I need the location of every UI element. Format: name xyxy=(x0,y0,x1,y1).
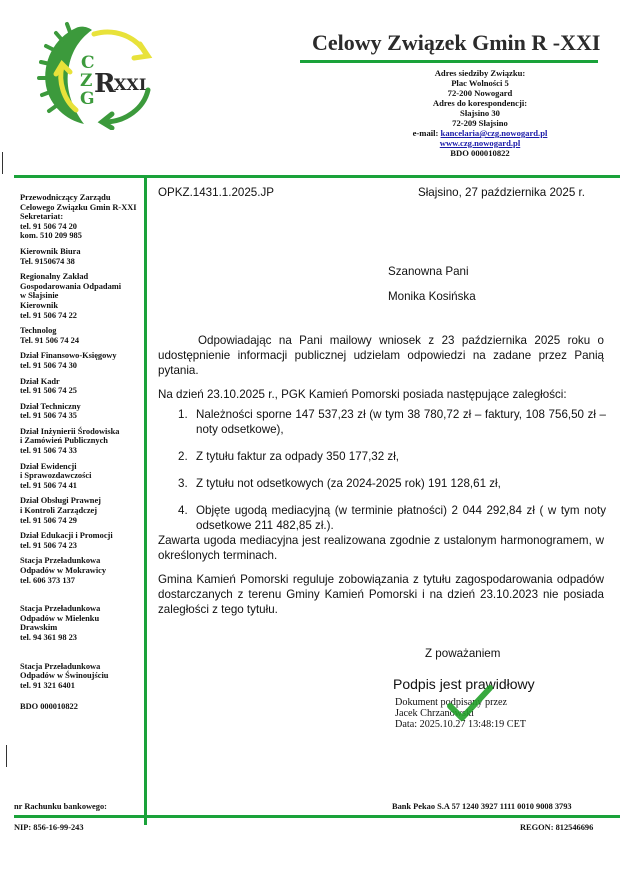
logo-letter-g: G xyxy=(80,89,95,109)
contact-line: tel. 91 321 6401 xyxy=(20,680,75,690)
contact-line: tel. 91 506 74 30 xyxy=(20,360,77,370)
contact-block xyxy=(20,351,142,370)
contact-block xyxy=(20,326,142,345)
email-label: e-mail: xyxy=(412,128,439,138)
paragraph-intro: Odpowiadając na Pani mailowy wniosek z 23 października 2025 roku o udostępnienie informacji publicznej udzielam odpowiedzi na zadane przez Panią pytania. xyxy=(158,334,604,377)
list-item-number: 4. xyxy=(178,504,188,517)
contact-line: Dział Ewidencji xyxy=(20,461,77,471)
paragraph-municipality: Gmina Kamień Pomorski reguluje zobowiązania z tytułu zagospodarowania odpadów dostarczanych z terenu Gminy Kamień Pomorski i na dzień 23.10.2023 nie posiada zaległości z tego tytułu. xyxy=(158,573,604,616)
contact-block xyxy=(20,377,142,396)
logo-suffix: XXI xyxy=(114,75,147,94)
contact-line: Dział Edukacji i Promocji xyxy=(20,531,113,541)
contact-line: Odpadów w Mielenku xyxy=(20,613,100,623)
contact-line: Stacja Przeładunkowa xyxy=(20,556,101,566)
list-item-number: 3. xyxy=(178,477,188,490)
contact-block xyxy=(20,604,142,642)
contact-line: kom. 510 209 985 xyxy=(20,231,82,241)
logo xyxy=(36,20,166,130)
sidebar-bdo: BDO 000010822 xyxy=(20,702,78,712)
contact-block xyxy=(20,193,142,241)
contact-line: Kierownik xyxy=(20,300,59,310)
list-item xyxy=(178,407,606,437)
logo-graphic xyxy=(36,20,166,130)
list-item-text: Z tytułu faktur za odpady 350 177,32 zł, xyxy=(196,450,400,463)
bank-account-number: Bank Pekao S.A 57 1240 3927 1111 0010 9008 3793 xyxy=(392,802,572,811)
contact-line: Sekretariat: xyxy=(20,212,64,222)
contact-block xyxy=(20,531,142,550)
list-item-text: Objęte ugodą mediacyjną (w terminie płatności) 2 044 292,84 zł ( w tym noty odsetkowe 211 482,85 zł.). xyxy=(196,504,606,532)
contact-line: i Kontroli Zarządczej xyxy=(20,506,98,516)
contact-line: tel. 91 506 74 29 xyxy=(20,515,77,525)
list-item-text: Z tytułu not odsetkowych (za 2024-2025 rok) 191 128,61 zł, xyxy=(196,477,501,490)
contact-line: tel. 606 373 137 xyxy=(20,575,75,585)
contact-block xyxy=(20,427,142,456)
contact-line: Dział Techniczny xyxy=(20,401,81,411)
signature-signer: Jacek Chrzanowski xyxy=(395,708,474,719)
email-link[interactable]: kancelaria@czg.nowogard.pl xyxy=(440,128,548,138)
paragraph-debts-heading: Na dzień 23.10.2025 r., PGK Kamień Pomorski posiada następujące zaległości: xyxy=(158,388,567,401)
contact-line: tel. 91 506 74 33 xyxy=(20,446,77,456)
reference-number: OPKZ.1431.1.2025.JP xyxy=(158,186,275,199)
contact-line: i Zamówień Publicznych xyxy=(20,436,108,446)
list-item-text: Należności sporne 147 537,23 zł (w tym 38 780,72 zł – faktury, 108 756,50 zł – noty odsetkowe), xyxy=(196,408,606,436)
paragraph-settlement: Zawarta ugoda mediacyjna jest realizowana zgodnie z ustalonym harmonogramem, w określonych terminach. xyxy=(158,534,604,562)
contact-line: Tel. 91 506 74 24 xyxy=(20,335,80,345)
list-item xyxy=(178,503,606,533)
contact-line: Odpadów w Mokrawicy xyxy=(20,566,107,575)
signature-valid-label: Podpis jest prawidłowy xyxy=(393,676,535,692)
list-item-number: 2. xyxy=(178,450,188,463)
contact-line: Celowego Związku Gmin R-XXI xyxy=(20,202,137,212)
contact-block xyxy=(20,556,142,585)
signature-check-icon xyxy=(446,684,494,724)
closing-phrase: Z poważaniem xyxy=(425,647,501,660)
top-divider xyxy=(14,175,620,178)
logo-letter-r: R xyxy=(94,69,116,99)
contact-line: i Sprawozdawczości xyxy=(20,471,92,481)
contact-line: Stacja Przeładunkowa xyxy=(20,661,101,671)
nip-number: NIP: 856-16-99-243 xyxy=(14,823,84,832)
letter-date: Słajsino, 27 października 2025 r. xyxy=(418,186,585,199)
contact-line: Przewodniczący Zarządu xyxy=(20,193,111,202)
bottom-divider xyxy=(14,815,620,818)
address-line: Plac Wolności 5 xyxy=(451,78,509,88)
signature-date: Data: 2025.10.27 13:48:19 CET xyxy=(395,719,527,730)
contact-line: w Słajsinie xyxy=(20,291,59,301)
contact-line: Dział Obsługi Prawnej xyxy=(20,496,101,506)
contact-line: Dział Kadr xyxy=(20,376,60,386)
margin-mark xyxy=(2,152,3,174)
contact-line: Stacja Przeładunkowa xyxy=(20,604,101,614)
contact-block xyxy=(20,402,142,421)
address-line: Adres siedziby Związku: xyxy=(434,68,526,78)
contact-line: tel. 91 506 74 25 xyxy=(20,386,77,396)
contact-line: tel. 91 506 74 41 xyxy=(20,480,77,490)
debt-list xyxy=(178,407,606,545)
organization-title: Celowy Związek Gmin R -XXI xyxy=(312,30,601,55)
contact-block xyxy=(20,247,142,266)
contact-line: Dział Inżynierii Środowiska xyxy=(20,426,120,436)
contact-line: tel. 91 506 74 35 xyxy=(20,411,77,421)
address-line: 72-200 Nowogard xyxy=(447,88,513,98)
contact-line: tel. 91 506 74 20 xyxy=(20,221,77,231)
address-line: 72-209 Słajsino xyxy=(452,118,508,128)
bdo-number: BDO 000010822 xyxy=(450,148,510,158)
recipient-name: Monika Kosińska xyxy=(388,290,476,303)
list-item-number: 1. xyxy=(178,408,188,421)
contact-block xyxy=(20,662,142,691)
signature-line: Dokument podpisany przez xyxy=(395,697,508,708)
website-link[interactable]: www.czg.nowogard.pl xyxy=(439,138,521,148)
email-row xyxy=(380,128,580,138)
margin-mark xyxy=(6,745,7,767)
contact-line: Technolog xyxy=(20,326,57,336)
contact-block xyxy=(20,272,142,320)
contact-line: Dział Finansowo-Księgowy xyxy=(20,351,117,361)
contact-line: Drawskim xyxy=(20,623,58,633)
contact-line: tel. 91 506 74 22 xyxy=(20,310,77,320)
bank-account-label: nr Rachunku bankowego: xyxy=(14,802,107,811)
contact-line: Regionalny Zakład xyxy=(20,272,89,282)
regon-number: REGON: 812546696 xyxy=(520,823,594,832)
contact-line: tel. 94 361 98 23 xyxy=(20,632,77,642)
contact-line: Gospodarowania Odpadami xyxy=(20,281,122,291)
contact-block xyxy=(20,496,142,525)
sidebar-divider xyxy=(144,175,147,825)
address-block xyxy=(380,68,580,158)
list-item xyxy=(178,476,606,491)
logo-letter-c: C xyxy=(81,53,95,73)
contact-line: Tel. 9150674 38 xyxy=(20,256,75,266)
address-line: Słajsino 30 xyxy=(460,108,500,118)
list-item xyxy=(178,449,606,464)
contact-line: Kierownik Biura xyxy=(20,246,81,256)
contact-block xyxy=(20,462,142,491)
contact-sidebar xyxy=(20,193,142,712)
contact-line: Odpadów w Świnoujściu xyxy=(20,671,109,681)
salutation: Szanowna Pani xyxy=(388,265,469,278)
logo-letter-z: Z xyxy=(80,71,93,91)
contact-line: tel. 91 506 74 23 xyxy=(20,540,77,550)
address-line: Adres do korespondencji: xyxy=(432,98,528,108)
title-underline xyxy=(300,60,598,63)
